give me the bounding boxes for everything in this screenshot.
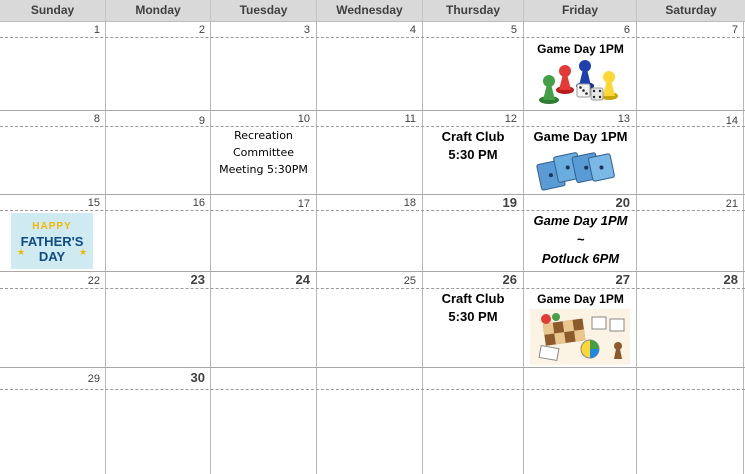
- week-divider: [0, 367, 745, 368]
- grid-line: [743, 21, 744, 474]
- week-divider: [0, 194, 745, 195]
- weekday-tuesday: Tuesday: [211, 0, 317, 21]
- event-line: Recreation: [234, 129, 293, 142]
- event-craft-club[interactable]: [423, 128, 523, 164]
- day-number: 7: [731, 24, 738, 36]
- day-number: 9: [198, 115, 205, 127]
- date-divider: [0, 288, 745, 289]
- day-number: 15: [87, 197, 100, 209]
- event-game-day[interactable]: Game Day 1PM: [533, 129, 628, 144]
- day-number: 12: [504, 113, 517, 125]
- day-number: 24: [295, 272, 310, 287]
- star-icon: ★: [79, 247, 88, 257]
- event-game-day-potluck[interactable]: [524, 211, 637, 268]
- day-number: 21: [725, 198, 738, 210]
- day-number: 20: [615, 195, 630, 210]
- week-divider: [0, 110, 745, 111]
- day-number: 8: [93, 113, 100, 125]
- date-divider: [0, 389, 745, 390]
- playing-cards-icon: [530, 145, 620, 191]
- star-icon: ★: [17, 247, 26, 257]
- happy-fathers-day-icon: [11, 213, 93, 269]
- event-line: 5:30 PM: [448, 309, 498, 324]
- day-number: 19: [502, 195, 517, 210]
- event-line: Meeting 5:30PM: [219, 163, 308, 176]
- event-line: Potluck 6PM: [541, 251, 620, 266]
- fathers-day-happy: HAPPY: [32, 221, 72, 232]
- weekday-wednesday: Wednesday: [317, 0, 423, 21]
- day-number: 22: [87, 275, 100, 287]
- event-craft-club[interactable]: [423, 290, 523, 326]
- day-number: 17: [297, 198, 310, 210]
- day-number: 3: [303, 24, 310, 36]
- weekday-thursday: Thursday: [423, 0, 524, 21]
- fathers-day-fathers: FATHER'S: [20, 234, 84, 249]
- day-number: 4: [409, 24, 416, 36]
- day-number: 25: [403, 275, 416, 287]
- weekday-sunday: Sunday: [0, 0, 106, 21]
- board-game-pawns-dice-icon: [535, 60, 625, 105]
- event-line: Committee: [232, 146, 295, 159]
- event-line: 5:30 PM: [448, 147, 498, 162]
- day-number: 27: [615, 272, 630, 287]
- day-number: 11: [404, 113, 416, 125]
- board-games-collection-icon: [530, 309, 630, 365]
- day-number: 2: [198, 24, 205, 36]
- day-number: 1: [93, 24, 100, 36]
- event-line: Craft Club: [441, 291, 505, 306]
- date-divider: [0, 37, 745, 38]
- weekday-friday: Friday: [524, 0, 637, 21]
- day-number: 26: [502, 272, 517, 287]
- day-number: 14: [725, 115, 738, 127]
- day-number: 16: [192, 197, 205, 209]
- day-number: 13: [617, 113, 630, 125]
- day-number: 6: [623, 24, 630, 36]
- grid-line: [422, 21, 423, 474]
- weekday-saturday: Saturday: [665, 3, 717, 17]
- day-number: 5: [510, 24, 517, 36]
- day-number: 10: [297, 113, 310, 125]
- event-line: Craft Club: [441, 129, 505, 144]
- day-number: 28: [723, 272, 738, 287]
- event-line: Game Day 1PM: [533, 213, 628, 228]
- day-number: 29: [87, 373, 100, 385]
- grid-line: [316, 21, 317, 474]
- event-line: ~: [576, 232, 585, 247]
- weekday-header: [0, 0, 745, 22]
- fathers-day-day: DAY: [38, 249, 66, 264]
- day-number: 30: [190, 370, 205, 385]
- grid-line: [105, 21, 106, 474]
- event-recreation-committee[interactable]: [211, 127, 316, 178]
- event-game-day[interactable]: Game Day 1PM: [537, 292, 624, 306]
- weekday-monday: Monday: [106, 0, 211, 21]
- day-number: 18: [403, 197, 416, 209]
- event-game-day[interactable]: Game Day 1PM: [537, 42, 624, 56]
- day-number: 23: [190, 272, 205, 287]
- grid-line: [210, 21, 211, 474]
